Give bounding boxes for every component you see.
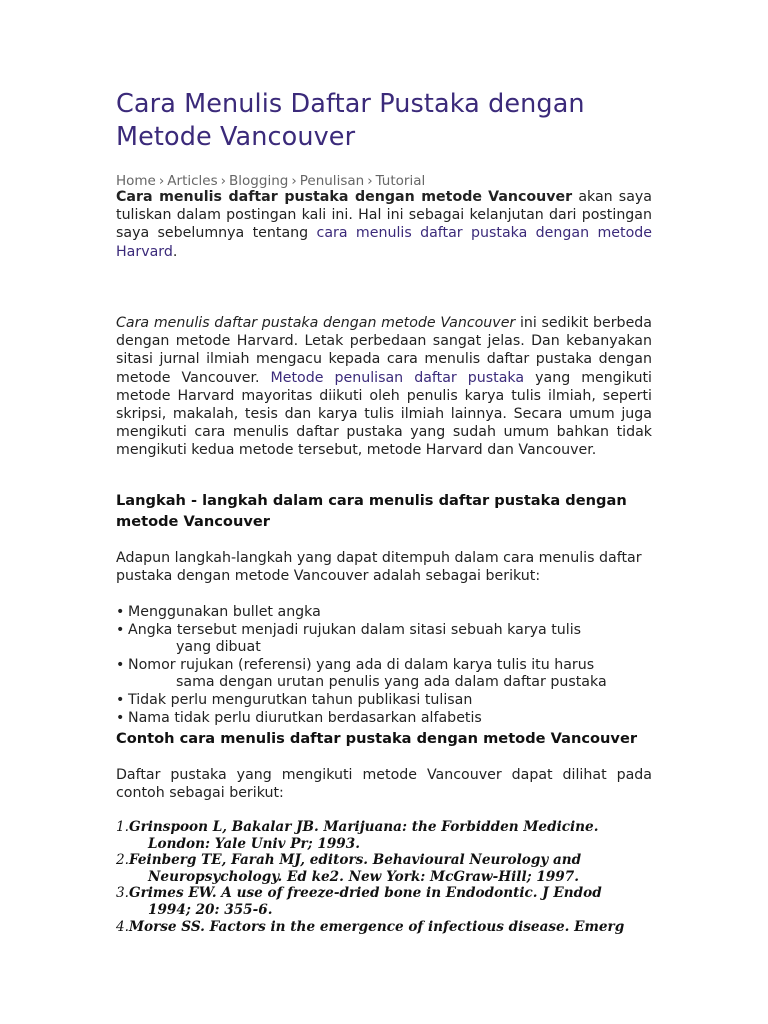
breadcrumb-separator: ›	[291, 173, 297, 189]
example-heading: Contoh cara menulis daftar pustaka dengan metode Vancouver	[116, 730, 638, 747]
example-intro: Daftar pustaka yang mengikuti metode Vancouver dapat dilihat pada contoh sebagai berikut:	[116, 767, 652, 802]
breadcrumb-penulisan[interactable]: Penulisan	[299, 173, 365, 189]
harvard-method-link[interactable]: Metode penulisan daftar pustaka	[270, 369, 525, 386]
reference-item: 3.Grimes EW. A use of freeze-dried bone in Endodontic. J Endod 1994; 20: 355-6.	[116, 885, 602, 918]
breadcrumb-separator: ›	[158, 173, 165, 189]
list-item: • Nama tidak perlu diurutkan berdasarkan alfabetis	[116, 710, 652, 728]
comparison-paragraph	[116, 314, 652, 460]
list-item: • Menggunakan bullet angka	[116, 604, 652, 622]
list-item: • Tidak perlu mengurutkan tahun publikasi tulisan	[116, 692, 652, 710]
comparison-italic-lead: Cara menulis daftar pustaka dengan metode Vancouver	[116, 315, 516, 331]
harvard-article-link[interactable]: cara menulis daftar pustaka dengan metode Harvard	[116, 225, 652, 260]
intro-bold-lead: Cara menulis daftar pustaka dengan metode	[116, 189, 482, 205]
reference-item: 2.Feinberg TE, Farah MJ, editors. Behavioural Neurology and Neuropsychology. Ed ke2. New York: McGraw-Hill; 1997.	[116, 852, 582, 885]
reference-item: 1.Grinspoon L, Bakalar JB. Marijuana: the Forbidden Medicine. London: Yale Univ Pr; 1993.	[116, 819, 599, 852]
breadcrumb-separator: ›	[367, 173, 373, 189]
steps-list	[116, 604, 652, 727]
breadcrumb-home[interactable]: Home	[116, 173, 156, 189]
page-title: Cara Menulis Daftar Pustaka dengan Metode Vancouver	[116, 89, 585, 152]
steps-heading: Langkah - langkah dalam cara menulis daftar pustaka dengan metode Vancouver	[116, 492, 627, 530]
list-item: • Nomor rujukan (referensi) yang ada di dalam karya tulis itu harus sama dengan urutan penulis yang ada dalam daftar pustaka	[116, 657, 652, 692]
steps-intro: Adapun langkah-langkah yang dapat ditempuh dalam cara menulis daftar pustaka dengan metode Vancouver adalah sebagai berikut:	[116, 550, 642, 585]
comparison-text-1: ini sedikit berbeda dengan metode Harvard. Letak perbedaan sangat jelas. Dan kebanyakan sitasi jurnal ilmiah mengacu kepada cara menulis daftar pustaka dengan metode Vancouver.	[116, 315, 652, 386]
intro-text: akan saya tuliskan dalam postingan kali ini. Hal ini sebagai kelanjutan dari postingan saya sebelumnya tentang	[116, 189, 652, 242]
intro-bold-vancouver: Vancouver	[488, 189, 573, 205]
intro-paragraph	[116, 188, 652, 261]
breadcrumb-blogging[interactable]: Blogging	[229, 173, 289, 189]
list-item: • Angka tersebut menjadi rujukan dalam sitasi sebuah karya tulis yang dibuat	[116, 622, 652, 657]
reference-list	[116, 819, 676, 935]
breadcrumb-articles[interactable]: Articles	[167, 173, 218, 189]
reference-item: 4.Morse SS. Factors in the emergence of infectious disease. Emerg	[116, 918, 625, 935]
comparison-text-2: yang mengikuti metode Harvard mayoritas diikuti oleh penulis karya tulis ilmiah, seperti skripsi, makalah, tesis dan karya tulis ilmiah lainnya. Secara umum juga mengikuti cara menulis daftar pustaka yang sudah umum bahkan tidak mengikuti kedua metode tersebut, metode Harvard dan Vancouver.	[116, 369, 652, 459]
breadcrumb-separator: ›	[220, 173, 227, 189]
breadcrumb-tutorial[interactable]: Tutorial	[375, 173, 426, 189]
intro-end: .	[172, 243, 178, 260]
